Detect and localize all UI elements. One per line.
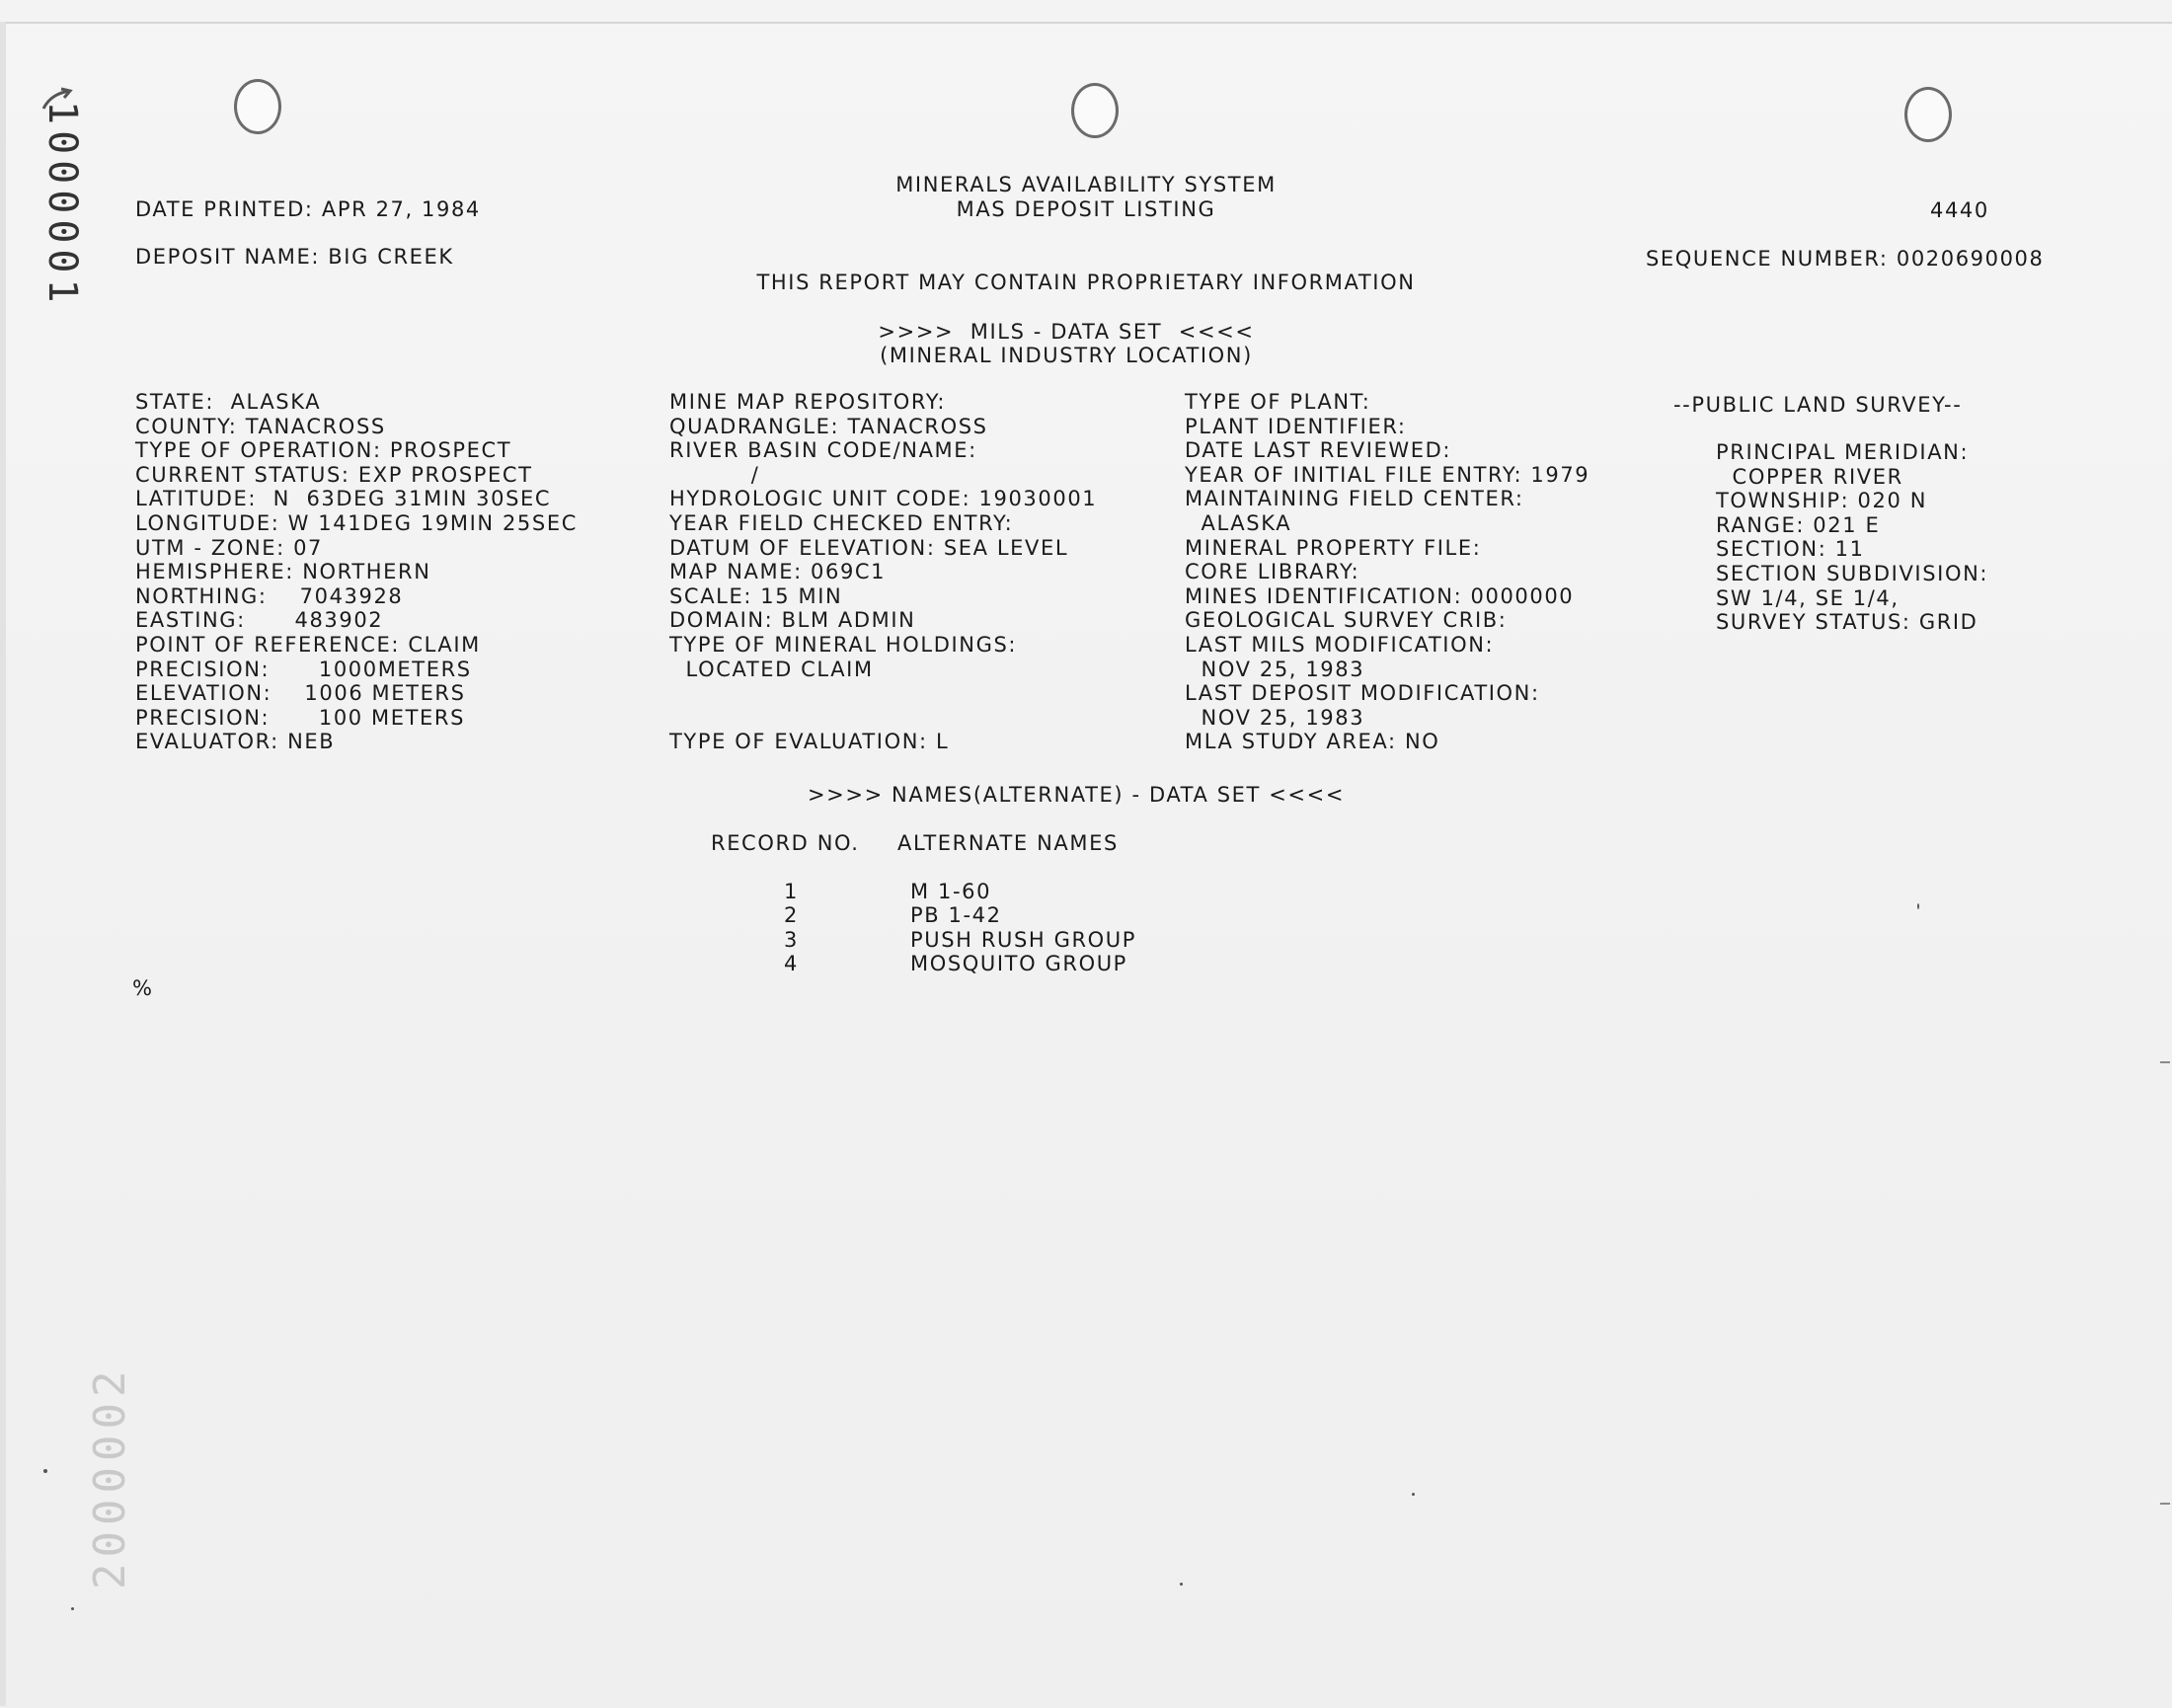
field-last-deposit-modification: LAST DEPOSIT MODIFICATION: bbox=[1185, 681, 1540, 706]
punch-hole-left bbox=[234, 79, 281, 134]
record-number: 1 bbox=[784, 880, 799, 903]
record-number: 3 bbox=[784, 928, 799, 952]
mils-column-land-survey bbox=[1716, 440, 1988, 635]
field-map-name: MAP NAME: 069C1 bbox=[669, 560, 887, 584]
mils-heading: >>>> MILS - DATA SET <<<< bbox=[878, 320, 1255, 344]
field-last-mils-modification: LAST MILS MODIFICATION: bbox=[1185, 632, 1495, 657]
field-precision-elevation: PRECISION: 100 METERS bbox=[135, 705, 466, 730]
page-number: 4440 bbox=[1930, 198, 1989, 222]
alternate-name: PB 1-42 bbox=[910, 903, 1002, 927]
record-no-header: RECORD NO. bbox=[711, 831, 860, 855]
field-type-of-evaluation: TYPE OF EVALUATION: L bbox=[669, 730, 950, 754]
field-utm-zone: UTM - ZONE: 07 bbox=[135, 535, 324, 560]
field-mine-map-repository: MINE MAP REPOSITORY: bbox=[669, 390, 947, 414]
field-maintaining-center: MAINTAINING FIELD CENTER: bbox=[1185, 487, 1524, 511]
field-evaluator: EVALUATOR: NEB bbox=[135, 730, 336, 754]
punch-hole-right bbox=[1904, 87, 1952, 142]
blank-row bbox=[669, 681, 1097, 706]
field-township: TOWNSHIP: 020 N bbox=[1716, 489, 1928, 513]
field-type-of-plant: TYPE OF PLANT: bbox=[1185, 390, 1371, 414]
mils-column-location bbox=[135, 390, 578, 754]
field-easting: EASTING: 483902 bbox=[135, 608, 384, 633]
scan-speck bbox=[1917, 903, 1919, 909]
listing-title: MAS DEPOSIT LISTING bbox=[956, 197, 1216, 221]
field-longitude: LONGITUDE: W 141DEG 19MIN 25SEC bbox=[135, 510, 578, 535]
field-type-of-mineral-holdings: TYPE OF MINERAL HOLDINGS: bbox=[669, 632, 1018, 657]
field-section: SECTION: 11 bbox=[1716, 537, 1865, 562]
field-county: COUNTY: TANACROSS bbox=[135, 414, 386, 438]
field-type-of-operation: TYPE OF OPERATION: PROSPECT bbox=[135, 438, 512, 463]
field-date-last-reviewed: DATE LAST REVIEWED: bbox=[1185, 438, 1452, 463]
field-maintaining-center-value: ALASKA bbox=[1185, 510, 1292, 535]
blank-row bbox=[669, 706, 1097, 731]
deposit-name: DEPOSIT NAME: BIG CREEK bbox=[135, 245, 454, 269]
field-elevation: ELEVATION: 1006 METERS bbox=[135, 681, 466, 706]
sheet-edge bbox=[0, 22, 6, 1706]
field-hemisphere: HEMISPHERE: NORTHERN bbox=[135, 560, 431, 584]
field-last-mils-modification-value: NOV 25, 1983 bbox=[1185, 657, 1365, 681]
field-point-of-reference: POINT OF REFERENCE: CLAIM bbox=[135, 632, 481, 657]
field-mines-identification: MINES IDENTIFICATION: 0000000 bbox=[1185, 583, 1575, 608]
date-printed: DATE PRINTED: APR 27, 1984 bbox=[135, 197, 481, 221]
field-river-basin: RIVER BASIN CODE/NAME: bbox=[669, 438, 977, 463]
field-hydrologic-unit-code: HYDROLOGIC UNIT CODE: 19030001 bbox=[669, 487, 1098, 511]
scan-speck bbox=[43, 1469, 47, 1473]
field-river-basin-value: / bbox=[669, 462, 760, 487]
scan-speck bbox=[1412, 1493, 1415, 1496]
field-current-status: CURRENT STATUS: EXP PROSPECT bbox=[135, 462, 533, 487]
system-title: MINERALS AVAILABILITY SYSTEM bbox=[895, 173, 1277, 196]
field-mineral-property-file: MINERAL PROPERTY FILE: bbox=[1185, 535, 1482, 560]
field-latitude: LATITUDE: N 63DEG 31MIN 30SEC bbox=[135, 487, 552, 511]
public-land-survey-heading: --PUBLIC LAND SURVEY-- bbox=[1673, 393, 1963, 417]
field-principal-meridian: PRINCIPAL MERIDIAN: bbox=[1716, 440, 1970, 464]
punch-hole-center bbox=[1071, 83, 1119, 138]
sequence-number: SEQUENCE NUMBER: 0020690008 bbox=[1646, 247, 2045, 271]
record-number: 4 bbox=[784, 952, 799, 975]
field-last-deposit-modification-value: NOV 25, 1983 bbox=[1185, 705, 1365, 730]
field-datum-of-elevation: DATUM OF ELEVATION: SEA LEVEL bbox=[669, 535, 1069, 560]
field-principal-meridian-value: COPPER RIVER bbox=[1716, 464, 1903, 489]
scan-edge-mark bbox=[2160, 1061, 2170, 1063]
scan-speck bbox=[1180, 1583, 1183, 1586]
footer-mark: % bbox=[132, 976, 154, 1000]
field-section-subdivision: SECTION SUBDIVISION: bbox=[1716, 561, 1989, 585]
alternate-name: M 1-60 bbox=[910, 880, 992, 903]
alternate-name: MOSQUITO GROUP bbox=[910, 952, 1127, 975]
alternate-name: PUSH RUSH GROUP bbox=[910, 928, 1137, 952]
field-year-field-checked: YEAR FIELD CHECKED ENTRY: bbox=[669, 510, 1014, 535]
field-range: RANGE: 021 E bbox=[1716, 512, 1881, 537]
mils-subheading: (MINERAL INDUSTRY LOCATION) bbox=[880, 344, 1253, 367]
field-domain: DOMAIN: BLM ADMIN bbox=[669, 608, 916, 633]
field-mineral-holdings-value: LOCATED CLAIM bbox=[669, 657, 874, 681]
alternate-names-header: ALTERNATE NAMES bbox=[897, 831, 1119, 855]
mils-column-maps bbox=[669, 390, 1097, 754]
names-heading: >>>> NAMES(ALTERNATE) - DATA SET <<<< bbox=[807, 783, 1346, 807]
record-number: 2 bbox=[784, 903, 799, 927]
field-precision-location: PRECISION: 1000METERS bbox=[135, 657, 472, 681]
field-survey-status: SURVEY STATUS: GRID bbox=[1716, 610, 1978, 635]
scan-speck bbox=[71, 1607, 74, 1610]
roll-code-top: 1000001 bbox=[39, 101, 85, 309]
proprietary-notice: THIS REPORT MAY CONTAIN PROPRIETARY INFORMATION bbox=[756, 271, 1416, 294]
field-northing: NORTHING: 7043928 bbox=[135, 583, 404, 608]
scan-edge-mark bbox=[2160, 1503, 2170, 1505]
mils-column-plant bbox=[1185, 390, 1590, 754]
field-quadrangle: QUADRANGLE: TANACROSS bbox=[669, 414, 988, 438]
field-scale: SCALE: 15 MIN bbox=[669, 583, 843, 608]
field-mla-study-area: MLA STUDY AREA: NO bbox=[1185, 730, 1440, 754]
field-year-initial-entry: YEAR OF INITIAL FILE ENTRY: 1979 bbox=[1185, 462, 1590, 487]
field-core-library: CORE LIBRARY: bbox=[1185, 560, 1360, 584]
field-plant-identifier: PLANT IDENTIFIER: bbox=[1185, 414, 1407, 438]
field-geological-survey-crib: GEOLOGICAL SURVEY CRIB: bbox=[1185, 608, 1508, 633]
field-section-subdivision-value: SW 1/4, SE 1/4, bbox=[1716, 585, 1900, 610]
roll-code-bottom: 2000002 bbox=[85, 1364, 135, 1590]
field-state: STATE: ALASKA bbox=[135, 390, 322, 414]
